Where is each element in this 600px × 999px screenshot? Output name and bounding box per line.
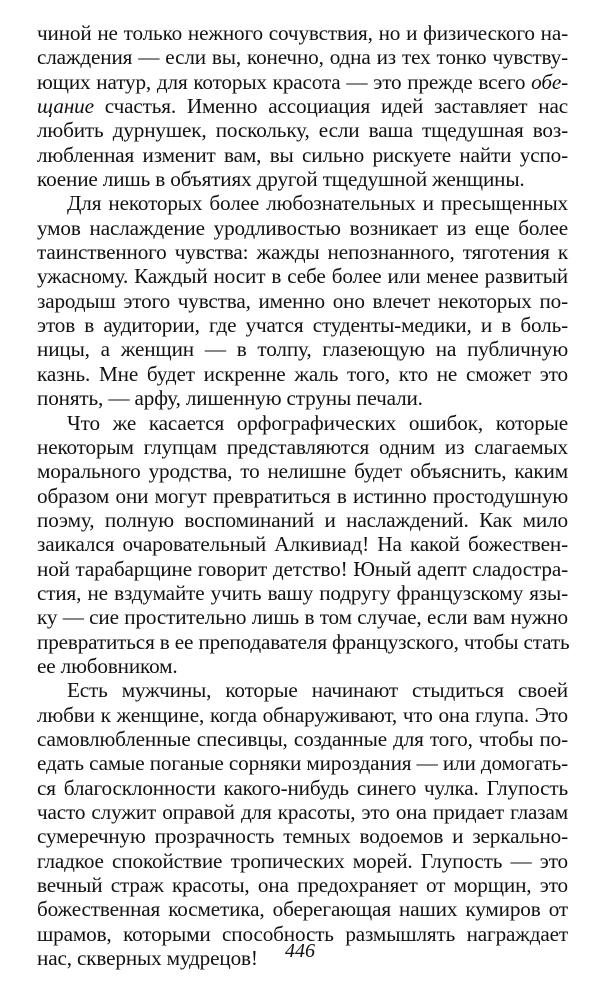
text-line: сумеречную прозрачность темных водоемов и зеркально- [37, 824, 568, 849]
text-line: ее любовником. [37, 653, 178, 678]
text-line: ужасному. Каждый носит в себе более или менее развитый [37, 264, 568, 289]
text-line: самовлюбленные спесивцы, созданные для того, чтобы по- [37, 726, 568, 751]
text-segment: ющих натур, для которых красота — это прежде всего [37, 69, 532, 94]
text-line: любви к женщине, когда обнаруживают, что она глупа. Это [37, 702, 568, 727]
paragraph [37, 21, 568, 191]
text-line: божественная косметика, оберегающая наших кумиров от [37, 897, 568, 922]
text-line: ной тарабарщине говорит детство! Юный адепт сладостра- [37, 556, 568, 581]
page-number: 446 [285, 940, 315, 962]
text-line: превратиться в ее преподавателя французского, чтобы стать [37, 629, 570, 654]
text-line: ницы, а женщин — в толпу, глазеющую на публичную [37, 337, 568, 362]
italic-text: щание [37, 94, 94, 119]
text-line: слаждения — если вы, конечно, одна из тех тонко чувству- [37, 45, 568, 70]
text-line [37, 70, 568, 94]
text-line: некоторым глупцам представляются одним из слагаемых [37, 434, 568, 459]
text-line [37, 94, 568, 118]
text-line: понять, — арфу, лишенную струны печали. [37, 386, 423, 411]
paragraph [37, 191, 568, 410]
text-line: заикался очаровательный Алкивиад! На какой божествен- [37, 532, 568, 557]
paragraph [37, 678, 568, 970]
text-line: зародыш этого чувства, именно оно влечет некоторых по- [37, 288, 568, 313]
paragraph [37, 411, 568, 679]
text-line: образом они могут превратиться в истинно простодушную [37, 483, 568, 508]
text-line: ку — сие простительно лишь в том случае, если вам нужно [37, 605, 568, 630]
text-line: морального уродства, то нелишне будет объяснить, каким [37, 459, 568, 484]
text-line: гладкое спокойствие тропических морей. Глупость — это [37, 848, 568, 873]
text-line: поэму, полную воспоминаний и наслаждений. Как мило [37, 507, 568, 532]
text-line: стия, не вздумайте учить вашу подругу французскому язы- [37, 580, 568, 605]
text-line: ся благосклонности какого-нибудь синего чулка. Глупость [37, 775, 568, 800]
italic-text: обе- [531, 69, 568, 94]
text-line: любить дурнушек, поскольку, если ваша тщедушная воз- [37, 118, 568, 143]
text-line: Что же касается орфографических ошибок, которые [67, 410, 568, 435]
book-page-text [37, 21, 568, 970]
text-line: этов в аудитории, где учатся студенты-медики, и в боль- [37, 313, 568, 338]
text-segment: счастья. Именно ассоциация идей заставляет нас [93, 94, 568, 119]
text-line: вечный страж красоты, она предохраняет от морщин, это [37, 873, 568, 898]
text-line: таинственного чувства: жажды непознанного, тяготения к [37, 240, 568, 265]
text-line: часто служит оправой для красоты, это она придает глазам [37, 800, 568, 824]
text-line: Есть мужчины, которые начинают стыдиться своей [67, 678, 568, 703]
text-line: Для некоторых более любознательных и пресыщенных [67, 191, 568, 216]
text-line: нас, скверных мудрецов! [37, 946, 258, 971]
text-line: казнь. Мне будет искренне жаль того, кто не сможет это [37, 361, 568, 386]
text-line: любленная изменит вам, вы сильно рискуете найти успо- [37, 142, 568, 167]
text-line: едать самые поганые сорняки мироздания — или домогать- [37, 751, 568, 776]
text-line: коение лишь в объятиях другой тщедушной женщины. [37, 167, 525, 192]
text-line: шрамов, которыми способность размышлять награждает [37, 921, 568, 946]
text-line: чиной не только нежного сочувствия, но и физического на- [37, 21, 568, 45]
text-line: умов наслаждение уродливостью возникает из еще более [37, 215, 568, 240]
